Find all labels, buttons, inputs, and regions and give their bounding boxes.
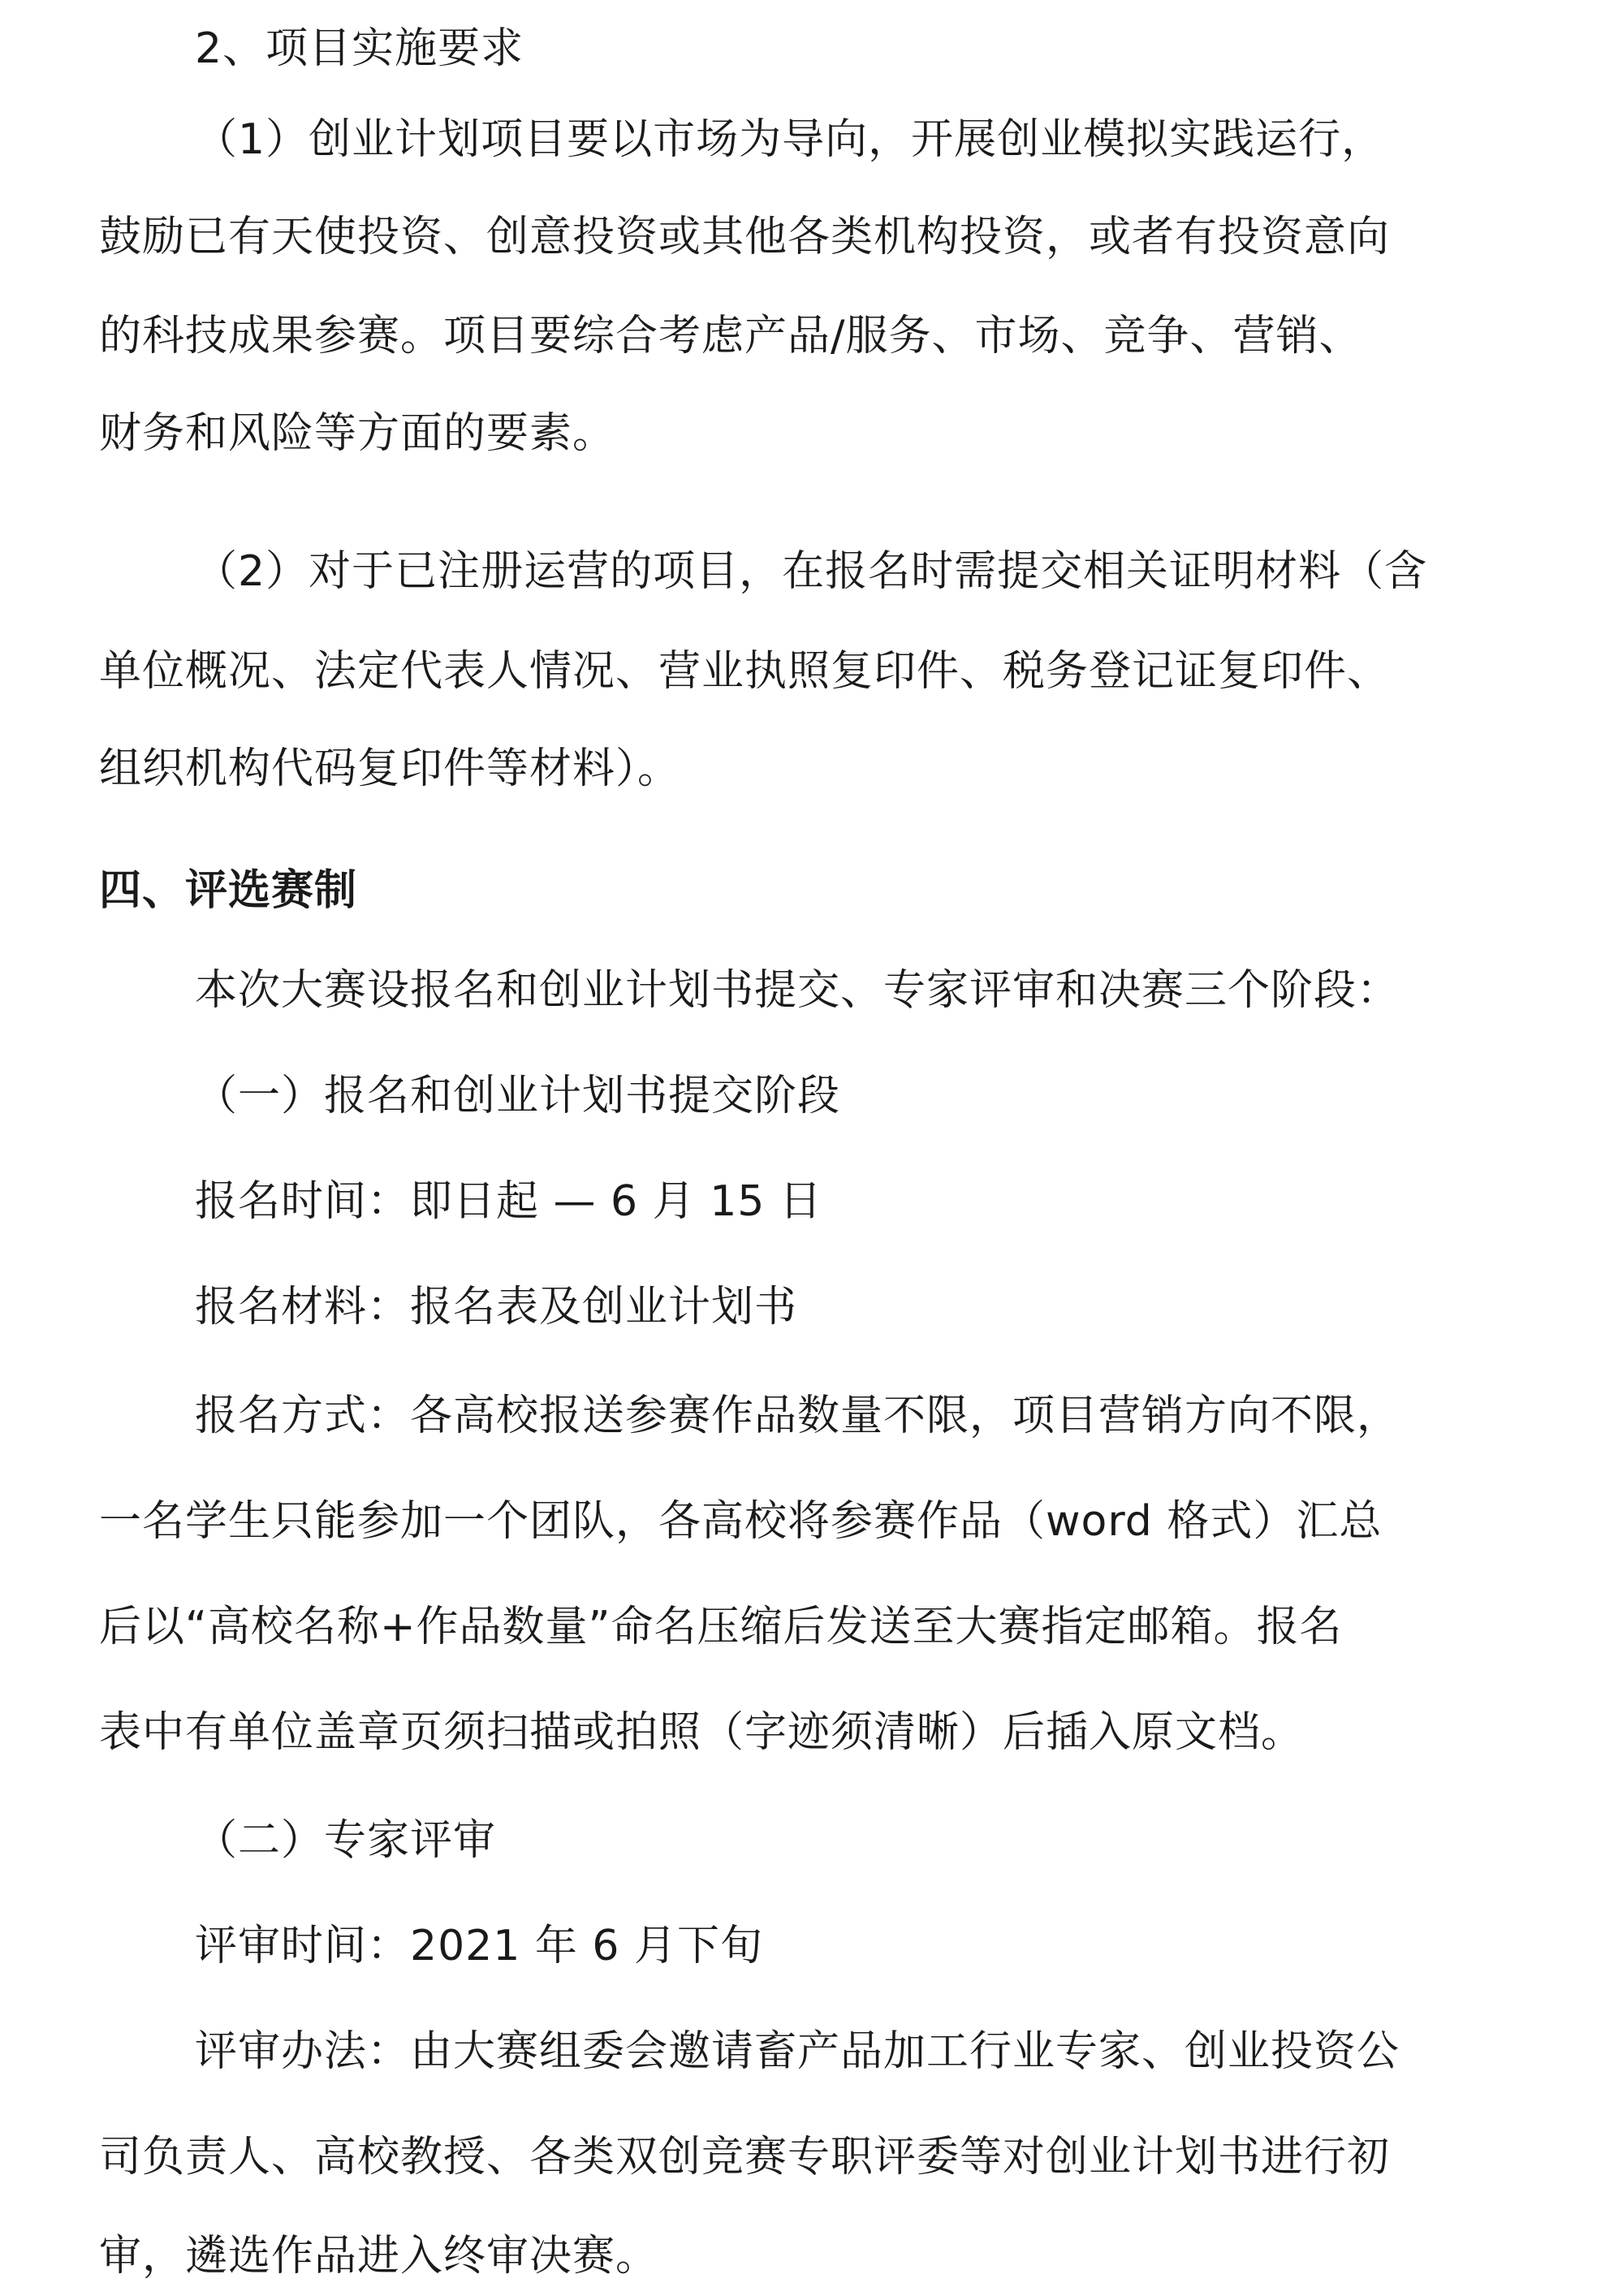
review-time: 评审时间：2021 年 6 月下旬 bbox=[195, 1922, 764, 1970]
review-method-line-2: 司负责人、高校教授、各类双创竞赛专职评委等对创业计划书进行初 bbox=[99, 2133, 1391, 2182]
intro-text: 本次大赛设报名和创业计划书提交、专家评审和决赛三个阶段： bbox=[195, 966, 1400, 1015]
registration-time: 报名时间：即日起 — 6 月 15 日 bbox=[195, 1177, 822, 1226]
section-2-title: 2、项目实施要求 bbox=[195, 24, 524, 73]
review-method-line-3: 审，遴选作品进入终审决赛。 bbox=[99, 2232, 659, 2281]
para-2-line-1: （2）对于已注册运营的项目，在报名时需提交相关证明材料（含 bbox=[195, 547, 1428, 596]
para-1-line-2: 鼓励已有天使投资、创意投资或其他各类机构投资，或者有投资意向 bbox=[99, 213, 1391, 261]
registration-method-line-4: 表中有单位盖章页须扫描或拍照（字迹须清晰）后插入原文档。 bbox=[99, 1708, 1305, 1757]
section-4-title: 四、评选赛制 bbox=[99, 866, 358, 915]
registration-method-line-3: 后以“高校名称+作品数量”命名压缩后发送至大赛指定邮箱。报名 bbox=[99, 1603, 1343, 1651]
registration-materials: 报名材料：报名表及创业计划书 bbox=[195, 1283, 798, 1331]
registration-method-line-2: 一名学生只能参加一个团队，各高校将参赛作品（word 格式）汇总 bbox=[99, 1497, 1383, 1546]
stage-1-title: （一）报名和创业计划书提交阶段 bbox=[195, 1072, 841, 1120]
para-1-line-3: 的科技成果参赛。项目要综合考虑产品/服务、市场、竞争、营销、 bbox=[99, 312, 1362, 360]
para-1-line-4: 财务和风险等方面的要素。 bbox=[99, 409, 616, 458]
para-2-line-3: 组织机构代码复印件等材料）。 bbox=[99, 744, 681, 793]
registration-method-line-1: 报名方式：各高校报送参赛作品数量不限，项目营销方向不限， bbox=[195, 1392, 1400, 1440]
para-2-line-2: 单位概况、法定代表人情况、营业执照复印件、税务登记证复印件、 bbox=[99, 647, 1391, 696]
review-method-line-1: 评审办法：由大赛组委会邀请畜产品加工行业专家、创业投资公 bbox=[195, 2027, 1400, 2076]
para-1-line-1: （1）创业计划项目要以市场为导向，开展创业模拟实践运行， bbox=[195, 115, 1385, 164]
stage-2-title: （二）专家评审 bbox=[195, 1816, 497, 1865]
